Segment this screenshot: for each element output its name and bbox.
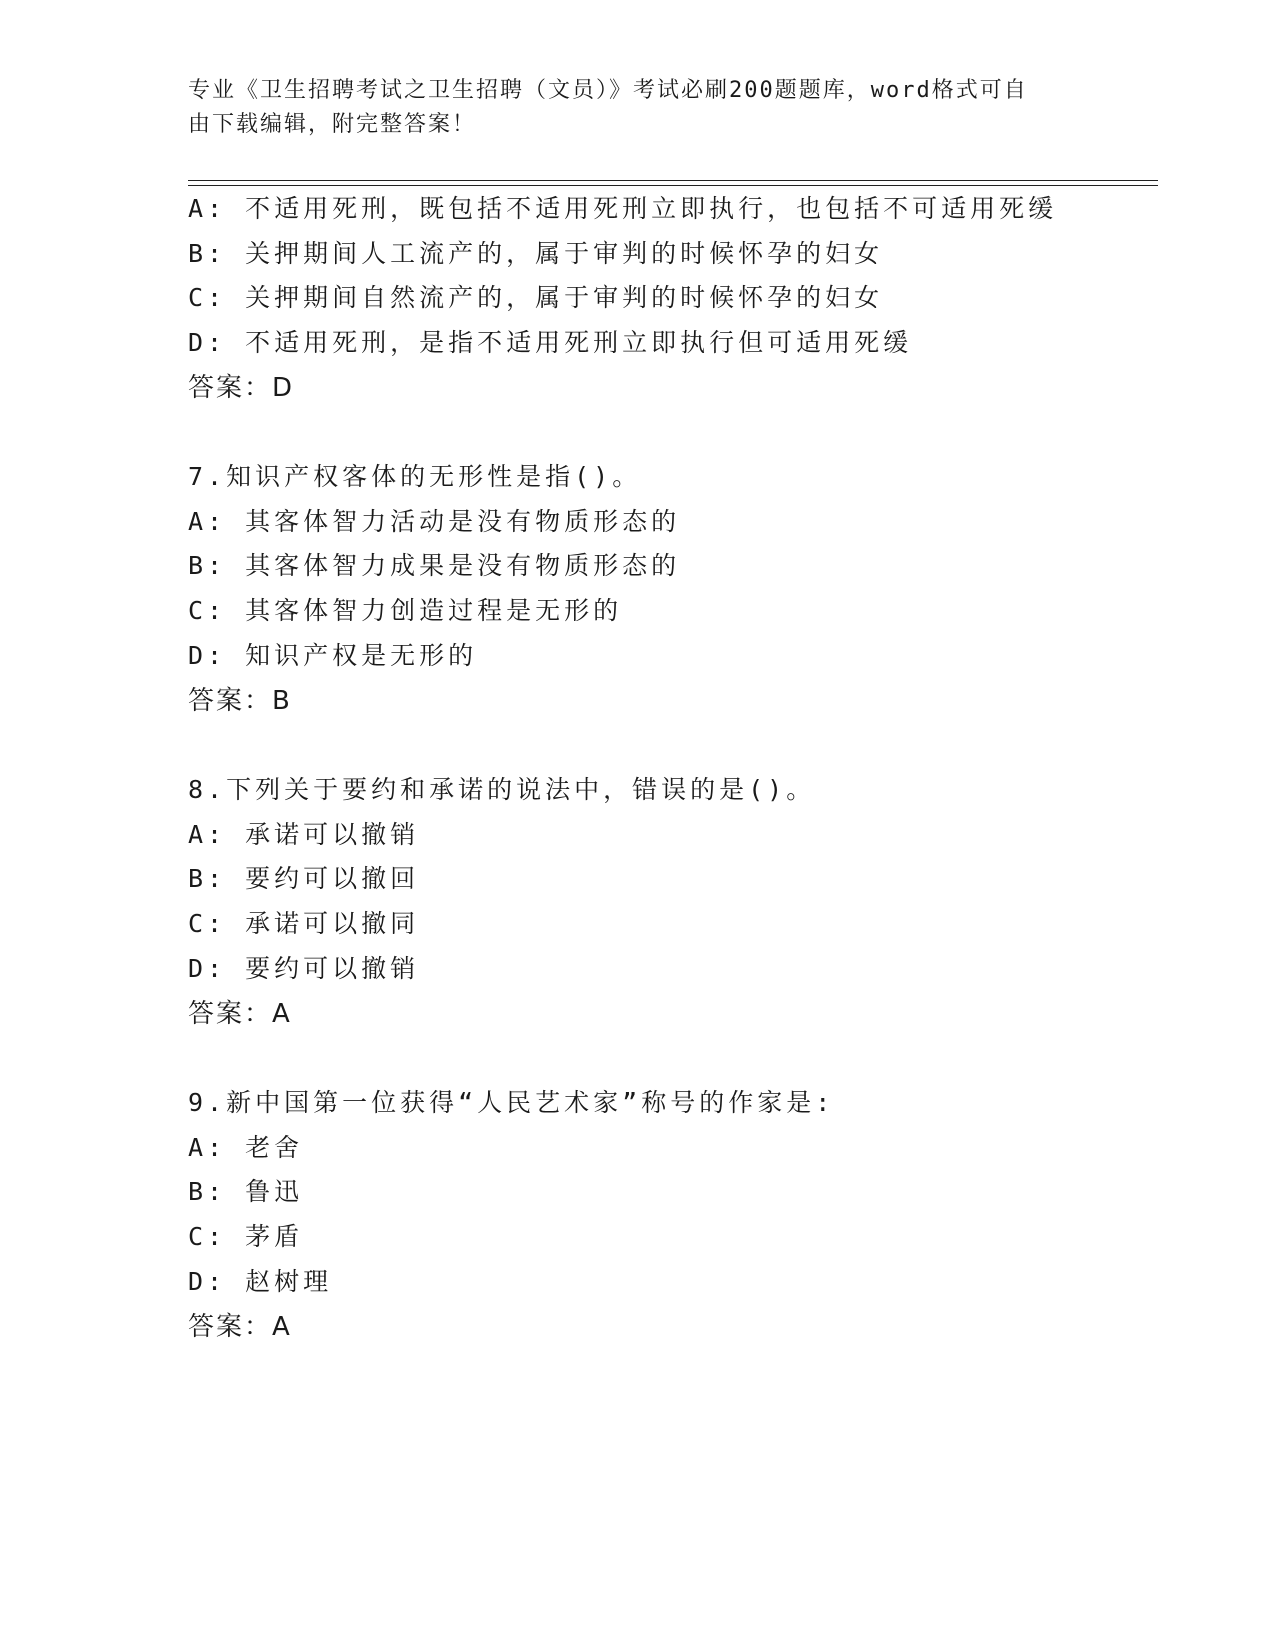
q8-option-a: A: 承诺可以撤销 [188,820,420,849]
header-divider-top [188,180,1158,181]
q8-option-d: D: 要约可以撤销 [188,954,420,983]
q9-question: 9.新中国第一位获得“人民艺术家”称号的作家是: [188,1088,835,1117]
q8-answer: 答案：A [188,999,292,1029]
q7-option-a: A: 其客体智力活动是没有物质形态的 [188,507,681,536]
q6-option-c: C: 关押期间自然流产的，属于审判的时候怀孕的妇女 [188,283,884,312]
q6-answer: 答案：D [188,373,295,403]
q7-question: 7.知识产权客体的无形性是指()。 [188,462,642,491]
q8-option-b: B: 要约可以撤回 [188,864,420,893]
document-header [188,74,1088,142]
q7-answer: 答案：B [188,686,292,716]
q9-option-a: A: 老舍 [188,1133,304,1162]
q9-option-b: B: 鲁迅 [188,1177,304,1206]
q9-option-d: D: 赵树理 [188,1267,333,1296]
q7-option-d: D: 知识产权是无形的 [188,641,478,670]
q9-option-c: C: 茅盾 [188,1222,304,1251]
q7-option-b: B: 其客体智力成果是没有物质形态的 [188,551,681,580]
header-line-2: 由下载编辑，附完整答案！ [188,112,477,137]
header-divider-bottom [188,185,1158,186]
q9-answer: 答案：A [188,1312,292,1342]
header-line-1: 专业《卫生招聘考试之卫生招聘（文员）》考试必刷200题题库，word格式可自 [188,78,1028,103]
q8-option-c: C: 承诺可以撤同 [188,909,420,938]
q6-option-d: D: 不适用死刑，是指不适用死刑立即执行但可适用死缓 [188,328,913,357]
q6-option-a: A: 不适用死刑，既包括不适用死刑立即执行，也包括不可适用死缓 [188,194,1058,223]
q7-option-c: C: 其客体智力创造过程是无形的 [188,596,623,625]
q8-question: 8.下列关于要约和承诺的说法中，错误的是()。 [188,775,816,804]
q6-option-b: B: 关押期间人工流产的，属于审判的时候怀孕的妇女 [188,239,884,268]
